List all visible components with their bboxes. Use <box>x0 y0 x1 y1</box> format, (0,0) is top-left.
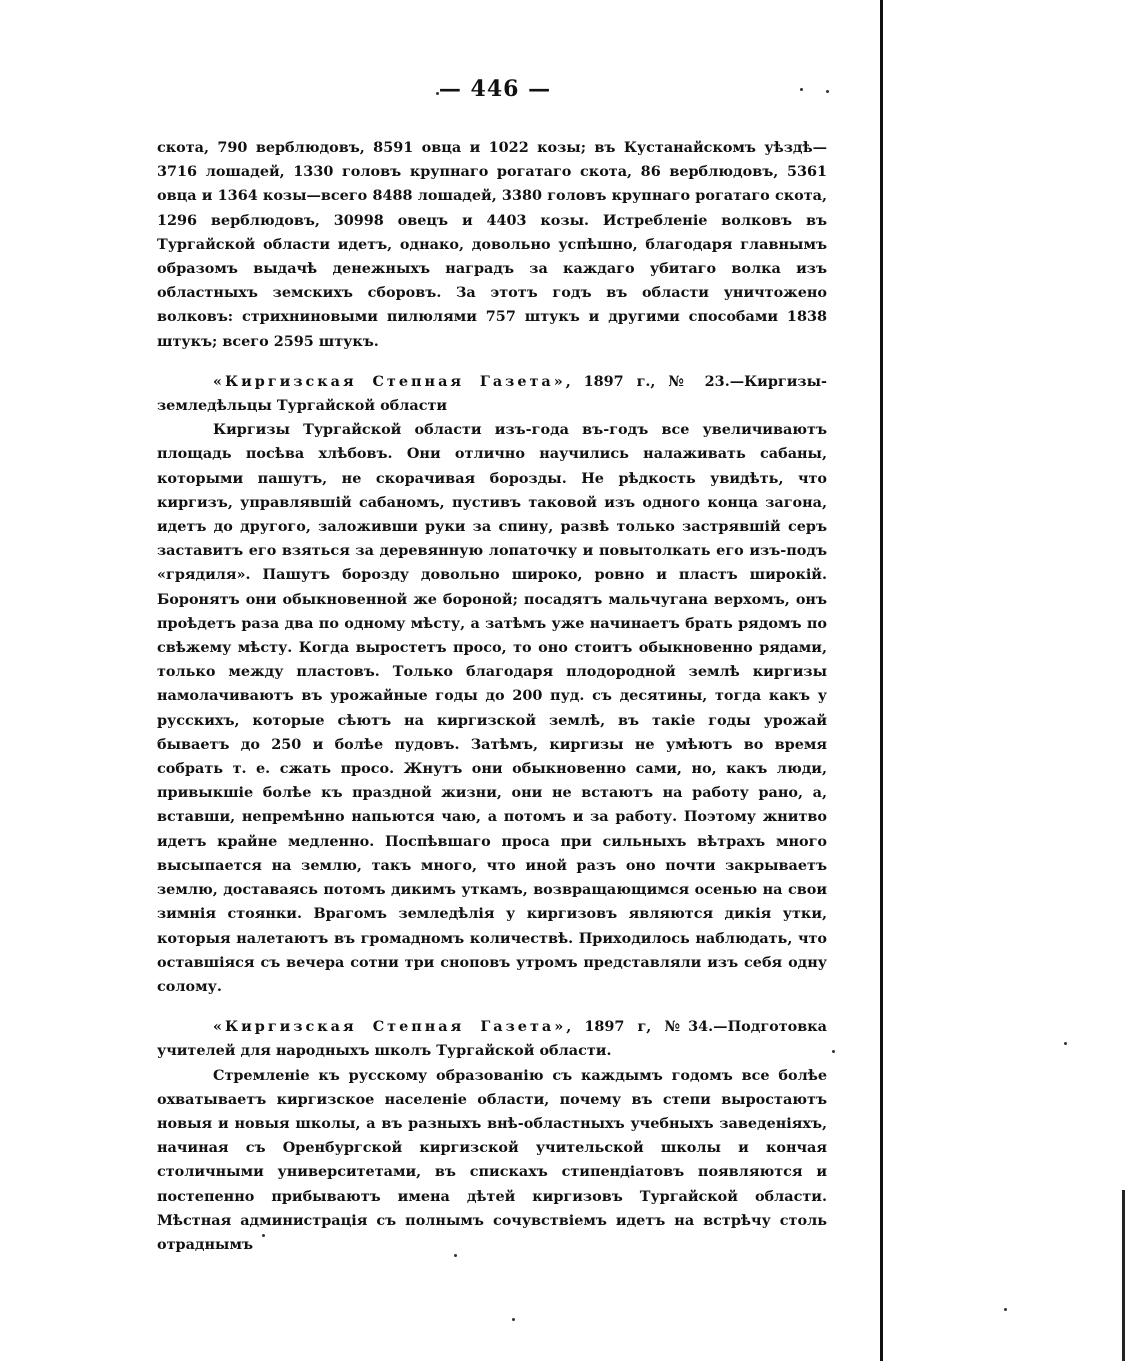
source-reference: , 1897 г., № 23.—Киргизы-земледѣльцы Тургайской области <box>157 372 827 415</box>
scan-speck <box>800 88 803 91</box>
page-binding-edge <box>880 0 883 1361</box>
section-heading <box>157 370 827 418</box>
scan-speck <box>826 90 829 93</box>
section-body: Киргизы Тургайской области изъ-года въ-годъ все увеличиваютъ площадь посѣва хлѣбовъ. Они отлично научились налаживать сабаны, которыми пашутъ, не скорачивая борозды. Не рѣдкость увидѣть, что киргизъ, управлявшій сабаномъ, пустивъ таковой изъ одного конца загона, идетъ до другого, заложивши руки за спину, развѣ только застрявшій серъ заставитъ его взяться за деревянную лопаточку и повытолкать его изъ-подъ «грядиля». Пашутъ борозду довольно широко, ровно и пластъ широкій. Боронятъ они обыкновенной же бороной; посадятъ мальчугана верхомъ, онъ проѣдетъ раза два по одному мѣсту, а затѣмъ уже начинаетъ брать рядомъ по свѣжему мѣсту. Когда выростетъ просо, то оно стоитъ обыкновенно рядами, только между пластовъ. Только благодаря плодородной землѣ киргизы намолачиваютъ въ урожайные годы до 200 пуд. съ десятины, тогда какъ у русскихъ, которые сѣютъ на киргизской землѣ, въ такіе годы урожай бываетъ до 250 и болѣе пудовъ. Затѣмъ, киргизы не умѣютъ во время собрать т. е. сжать просо. Жнутъ они обыкновенно сами, но, какъ люди, привыкшіе болѣе къ праздной жизни, они не встаютъ на работу рано, а, вставши, непремѣнно напьются чаю, а потомъ и за работу. Поэтому жнитво идетъ крайне медленно. Поспѣвшаго проса при сильныхъ вѣтрахъ много высыпается на землю, такъ много, что иной разъ оно почти закрываетъ землю, доставаясь потомъ дикимъ уткамъ, возвращающимся осенью на свои зимнія стоянки. Врагомъ земледѣлія у киргизовъ являются дикія утки, которыя налетаютъ въ громадномъ количествѣ. Приходилось наблюдать, что оставшіяся съ вечера сотни три сноповъ утромъ представляли изъ себя одну солому. <box>157 421 827 995</box>
section-teacher-training <box>157 1015 827 1257</box>
source-reference: , 1897 г, №34.—Подготовка учителей для народныхъ школъ Тургайской области. <box>157 1018 827 1060</box>
scan-speck <box>512 1318 515 1321</box>
section-heading <box>157 1015 827 1063</box>
scan-speck <box>1064 1042 1067 1045</box>
scan-speck <box>1004 1308 1007 1311</box>
section-kirghiz-farmers <box>157 370 827 999</box>
section-body: Стремленіе къ русскому образованію съ каждымъ годомъ все болѣе охватываетъ киргизское населеніе области, почему въ степи выростаютъ новыя и новыя школы, а въ разныхъ внѣ-областныхъ учебныхъ заведеніяхъ, начиная съ Оренбургской киргизской учительской школы и кончая столичными университетами, въ спискахъ стипендіатовъ появляются и постепенно прибываютъ имена дѣтей киргизовъ Тургайской области. Мѣстная администрація съ полнымъ сочувствіемъ идетъ на встрѣчу столь отраднымъ <box>157 1066 827 1253</box>
scan-speck <box>832 1050 835 1053</box>
page-number: — 446 — <box>438 76 552 102</box>
paragraph-livestock-losses: скота, 790 верблюдовъ, 8591 овца и 1022 козы; въ Кустанайскомъ уѣздѣ—3716 лошадей, 1330 головъ крупнаго рогатаго скота, 86 верблюдовъ, 5361 овца и 1364 козы—всего 8488 лошадей, 3380 головъ крупнаго рогатаго скота, 1296 верблюдовъ, 30998 овецъ и 4403 козы. Истребленіе волковъ въ Тургайской области идетъ, однако, довольно успѣшно, благодаря главнымъ образомъ выдачѣ денежныхъ наградъ за каждаго убитаго волка изъ областныхъ земскихъ сборовъ. За этотъ годъ въ области уничтожено волковъ: стрихниновыми пилюлями 757 штукъ и другими способами 1838 штукъ; всего 2595 штукъ. <box>157 139 827 350</box>
scan-edge-mark <box>1122 1190 1125 1361</box>
newspaper-title: «Киргизская Степная Газета» <box>213 1018 567 1036</box>
newspaper-title: «Киргизская Степная Газета» <box>213 372 566 390</box>
page-body <box>157 136 827 1257</box>
